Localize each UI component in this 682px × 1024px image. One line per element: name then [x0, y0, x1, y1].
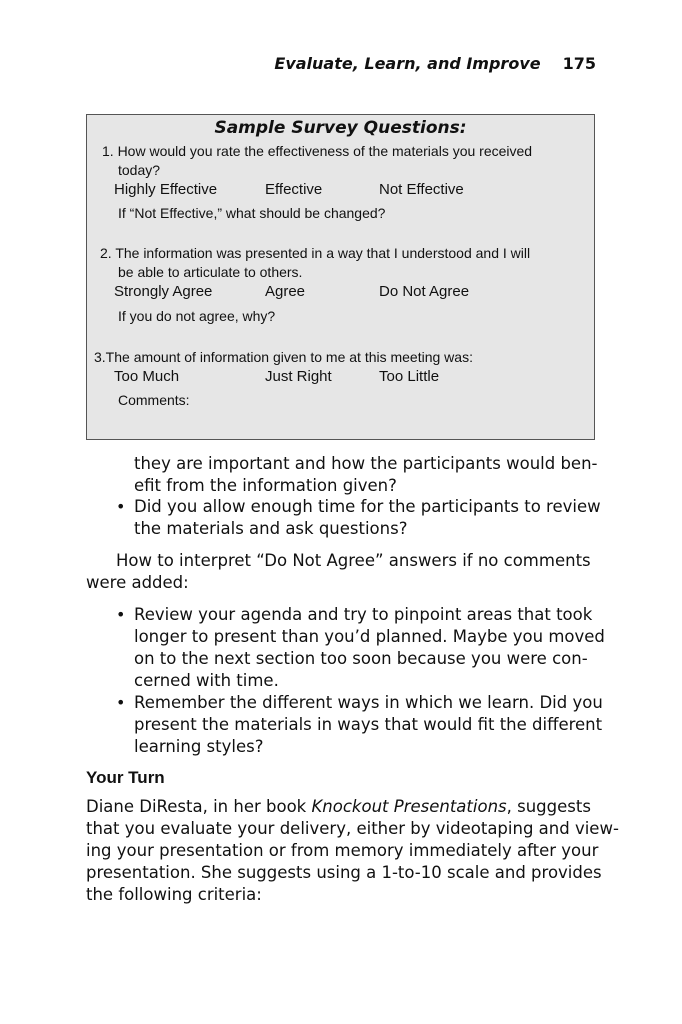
q3-text-line1: 3.The amount of information given to me at this meeting was: — [94, 349, 473, 365]
q1-option-highly-effective: Highly Effective — [114, 181, 218, 198]
book-title: Knockout Presentations — [311, 797, 507, 816]
paragraph2-line1 — [86, 796, 600, 818]
q2-text-line1: 2. The information was presented in a way that I understood and I will — [100, 245, 531, 261]
bullet-glyph-b: • — [116, 605, 126, 624]
bullet-b-line4: cerned with time. — [134, 671, 279, 690]
q2-option-do-not-agree: Do Not Agree — [379, 283, 470, 300]
sample-survey-box — [86, 114, 595, 440]
bullet-b-line3: on to the next section too soon because you were con- — [134, 649, 588, 668]
page-number: 175 — [562, 54, 596, 73]
q3-option-too-little: Too Little — [379, 368, 440, 385]
q2-option-agree: Agree — [265, 283, 306, 300]
running-title: Evaluate, Learn, and Improve — [274, 54, 541, 73]
continued-line1: they are important and how the participants would ben- — [134, 454, 598, 473]
bullet-c-line1: Remember the different ways in which we learn. Did you — [134, 693, 603, 712]
q1-option-effective: Effective — [265, 181, 323, 198]
q1-text-line2: today? — [118, 162, 161, 178]
bullet-glyph-c: • — [116, 693, 126, 712]
paragraph2-line5: the following criteria: — [86, 885, 262, 904]
q2-followup: If you do not agree, why? — [118, 308, 276, 324]
q2-text-line2: be able to articulate to others. — [118, 264, 303, 280]
bullet-b-line1: Review your agenda and try to pinpoint areas that took — [134, 605, 593, 624]
q1-text-line1: 1. How would you rate the effectiveness of the materials you received — [102, 143, 533, 159]
bullet-b-line2: longer to present than you’d planned. Maybe you moved — [134, 627, 605, 646]
paragraph1-line1: How to interpret “Do Not Agree” answers if no comments — [116, 551, 591, 570]
paragraph2-line1-pre: Diane DiResta, in her book — [86, 797, 312, 816]
q2-option-strongly-agree: Strongly Agree — [114, 283, 213, 300]
q3-option-just-right: Just Right — [265, 368, 332, 385]
bullet-a-line1: Did you allow enough time for the participants to review — [134, 497, 601, 516]
bullet-c-line3: learning styles? — [134, 737, 264, 756]
paragraph2-line4: presentation. She suggests using a 1-to-10 scale and provides — [86, 863, 602, 882]
section-heading-your-turn: Your Turn — [86, 768, 165, 787]
running-head — [274, 54, 596, 73]
q1-followup: If “Not Effective,” what should be changed? — [118, 205, 386, 221]
paragraph1-line2: were added: — [86, 573, 189, 592]
continued-line2: efit from the information given? — [134, 476, 397, 495]
q1-option-not-effective: Not Effective — [379, 181, 464, 198]
bullet-a-line2: the materials and ask questions? — [134, 519, 408, 538]
paragraph2-line1-post: , suggests — [506, 797, 591, 816]
q3-option-too-much: Too Much — [114, 368, 180, 385]
q3-comments-label: Comments: — [118, 392, 190, 408]
bullet-glyph-a: • — [116, 497, 126, 516]
survey-title: Sample Survey Questions: — [214, 118, 467, 138]
paragraph2-line3: ing your presentation or from memory immediately after your — [86, 841, 599, 860]
bullet-c-line2: present the materials in ways that would fit the different — [134, 715, 603, 734]
paragraph2-line2: that you evaluate your delivery, either by videotaping and view- — [86, 819, 619, 838]
